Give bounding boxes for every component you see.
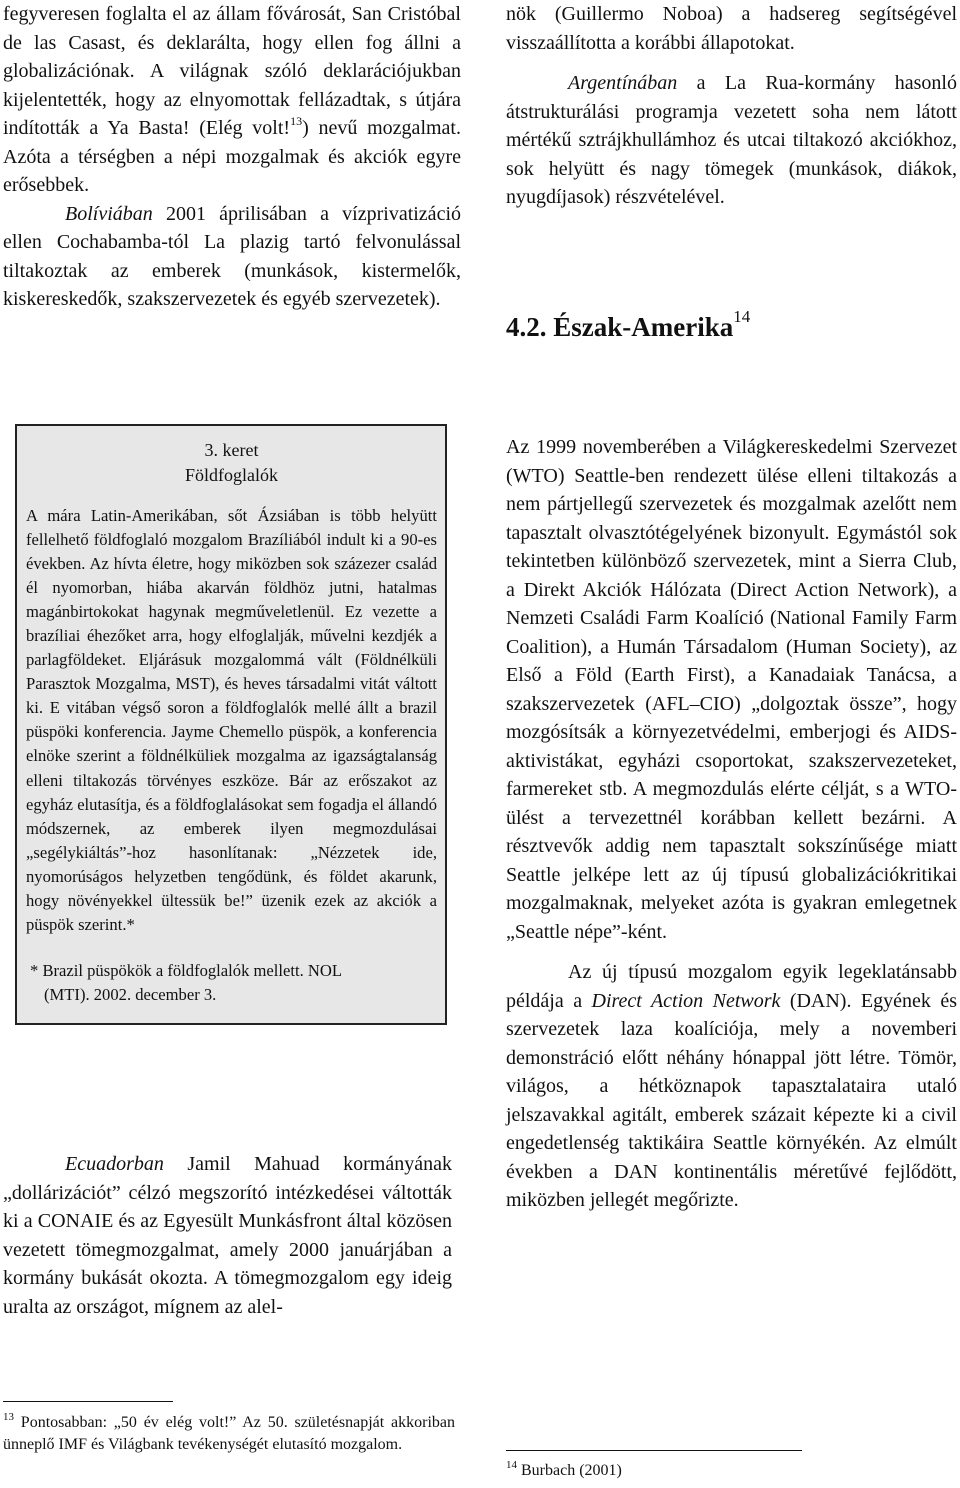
paragraph-bolivia: Bolíviában 2001 áprilisában a vízprivatizáció ellen Cochabamba-tól La plazig tartó felvonulással tiltakoztak az emberek (munkások, kistermelők, kiskereskedők, szakszervezetek és egyéb szervezetek).	[3, 202, 461, 310]
right-column-bottom	[506, 433, 957, 1215]
right-column-top	[506, 0, 957, 212]
paragraph-chiapas: fegyveresen foglalta el az állam fővárosát, San Cristóbal de las Casast, és deklarálta, hogy ellen fog állni a globalizációnak. A világnak szóló deklarációjukban kijelentették, hogy az elnyomottak fellázadtak, s útjára indították a Ya Basta! (Elég volt!$^{13}$) nevű mozgalmat. Azóta a térségben a népi mozgalmak és akciók egyre erősebbek.	[3, 3, 461, 196]
footnote-divider-2	[506, 1450, 802, 1451]
box-number: 3. keret	[204, 440, 259, 460]
box-text: A mára Latin-Amerikában, sőt Ázsiában is több helyütt fellelhető földfoglaló mozgalom Brazíliából indult ki a 90-es években. Az hívta életre, hogy miközben sok százezer család él nyomorban, hiába akarván földhöz jutni, hatalmas magánbirtokokat hagynak megműveletlenül. Ez vezette a brazíliai éhezőket arra, hogy elfoglalják, művelni kezdjék a parlagföldeket. Eljárásuk mozgalommá vált (Földnélküli Parasztok Mozgalma, MST), és heves társadalmi vitát váltott ki. E vitában végső soron a földfoglalók mellé állt a brazil püspöki konferencia. Jayme Chemello püspök, a konferencia elnöke szerint a földnélküliek mozgalma az igazságtalanság elleni tiltakozás törvényes eszköze. Bár az erőszakot az egyház elutasítja, és a földfoglalásokat sem fogadja el állandó módszernek, az emberek ilyen megmozdulásai „segélykiáltás”-hoz hasonlítanak: „Nézzetek ide, nyomorúságos helyzetben tengődünk, és földet akarunk, hogy növényekkel ültessük be!” üzenik ezek az akciók a püspök szerint.*	[26, 506, 437, 934]
paragraph-dan: Az új típusú mozgalom egyik legeklatánsabb példája a Direct Action Network (DAN). Egyének és szervezetek laza koalíciója, mely a novemberi demonstráció előtt néhány hónappal jött létre. Tömör, világos, a hétköznapok tapasztalataira utaló jelszavakkal agitált, emberek százait képezte ki a civil engedetlenség taktikáira Seattle környékén. Az elmúlt években a DAN kontinentális méretűvé fejlődött, miközben jellegét megőrizte.	[506, 961, 957, 1211]
footnote-13: $^{13}$ Pontosabban: „50 év elég volt!” Az 50. születésnapját akkoriban ünneplő IMF és Világbank tevékenységét elutasító mozgalom.	[3, 1411, 455, 1453]
left-column-bottom	[3, 1150, 452, 1321]
country-bolivia: Bolíviában	[65, 202, 153, 225]
dan-name: Direct Action Network	[591, 989, 781, 1012]
footnote-ref-13[interactable]: 13	[290, 114, 303, 128]
section-heading: 4.2. Észak-Amerika$^{14}$	[506, 307, 751, 342]
footnote-ref-14[interactable]: 14	[733, 307, 751, 326]
box-title: Földfoglalók	[185, 465, 278, 485]
footnote-divider	[3, 1401, 173, 1402]
country-ecuador: Ecuadorban	[65, 1153, 164, 1175]
sidebar-box	[15, 424, 447, 1025]
paragraph-ecuador: Ecuadorban Jamil Mahuad kormányának „dollárizációt” célzó megszorító intézkedései váltották ki a CONAIE és az Egyesült Munkásfront által közösen vezetett tömegmozgalmat, amely 2000 januárjában a kormány bukását okozta. A tömegmozgalom egy ideig uralta az országot, mígnem az alel-	[3, 1153, 452, 1318]
paragraph-seattle: Az 1999 novemberében a Világkereskedelmi Szervezet (WTO) Seattle-ben rendezett ülése elleni tiltakozás a nem pártjellegű szervezetek és mozgalmak azelőtt nem tapasztalt olvasztótégelyének bizonyult. Egymástól sok tekintetben különböző szervezetek, mint a Sierra Club, a Direkt Akciók Hálózata (Direct Action Network), a Nemzeti Családi Farm Koalíció (National Family Farm Coalition), a Humán Társadalom (Human Society), az Első a Föld (Earth First), a Kanadaiak Tanácsa, a szakszervezetek (AFL–CIO) „dolgoztak össze”, hogy mozgósítsák a környezetvédelmi, emberjogi és AIDS-aktivistákat, egyházi csoportokat, szakszervezeteket, farmereket stb. A megmozdulás elérte célját, s a WTO-ülést a tervezettnél korábban kellett bezárni. A résztvevők addig nem tapasztalt sokszínűsége miatt Seattle jelképe lett az új típusú globalizációkritikai mozgalmaknak, melyeket azóta is gyakran emlegetnek „Seattle népe”-ként.	[506, 436, 957, 943]
box-note: * Brazil püspökök a földfoglalók mellett. NOL (MTI). 2002. december 3.	[30, 960, 342, 1004]
footnote-14: $^{14}$ Burbach (2001)	[506, 1459, 622, 1479]
paragraph-argentina: Argentínában a La Rua-kormány hasonló átstrukturálási programja vezetett soha nem látott mértékű sztrájkhullámhoz és utcai tiltakozó akciókhoz, sok helyütt és nagy tömegek (munkások, diákok, nyugdíjasok) részvételével.	[506, 72, 957, 208]
country-argentina: Argentínában	[568, 72, 678, 94]
left-column-top	[3, 0, 461, 314]
paragraph-ecuador-end: nök (Guillermo Noboa) a hadsereg segítségével visszaállította a korábbi állapotokat.	[506, 3, 957, 54]
